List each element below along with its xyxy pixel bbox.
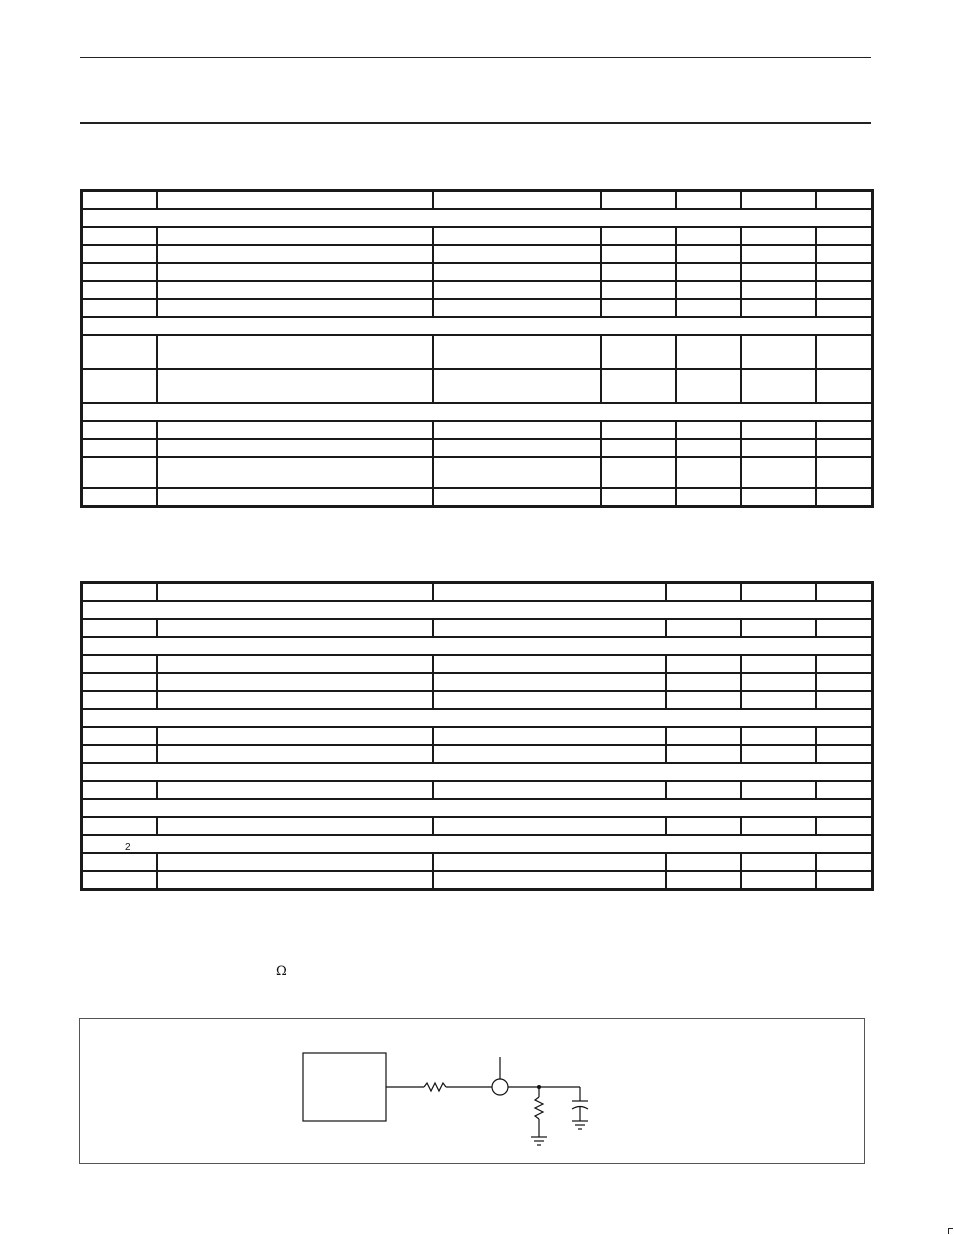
table-cell [433,369,601,403]
table-cell [157,619,433,637]
table-cell [676,335,741,369]
table-cell [157,281,433,299]
table-cell [82,439,157,457]
table-cell [601,421,676,439]
table-cell [157,369,433,403]
table-cell [82,619,157,637]
section-cell [82,799,873,817]
table-cell [666,655,741,673]
table-row [82,299,873,317]
table-row [82,817,873,835]
table-cell [816,853,873,871]
table-cell [676,457,741,488]
test-circuit-figure [79,1018,865,1164]
table-cell [816,439,873,457]
table-cell [666,727,741,745]
table-cell [433,335,601,369]
section-cell [82,601,873,619]
table-cell [433,583,666,602]
table-row [82,439,873,457]
table-cell [433,245,601,263]
table-cell [741,817,816,835]
table-cell [82,871,157,890]
table-cell [433,745,666,763]
table-row [82,727,873,745]
table-cell [82,727,157,745]
table-cell [82,817,157,835]
table-cell [82,281,157,299]
table-cell [816,727,873,745]
table-row [82,853,873,871]
table-cell [433,727,666,745]
table-row [82,619,873,637]
table-cell [157,691,433,709]
characteristics-table-1 [80,189,874,508]
table-cell [666,871,741,890]
table-cell [816,655,873,673]
table-cell [82,655,157,673]
test-circuit-diagram [80,1019,866,1165]
table-cell [816,281,873,299]
series-resistor-symbol [424,1083,446,1091]
table-cell [666,673,741,691]
table-cell [816,871,873,890]
section-row [82,637,873,655]
table-cell [82,369,157,403]
table-cell [157,871,433,890]
table-cell [82,245,157,263]
table-cell [741,245,816,263]
table-cell [816,191,873,210]
table-cell [601,457,676,488]
table-row [82,673,873,691]
table-cell [601,227,676,245]
header-rule-bottom [80,122,871,124]
table-cell [601,335,676,369]
table-cell [157,853,433,871]
table-cell [816,781,873,799]
table-cell [741,421,816,439]
table-cell [601,263,676,281]
table-cell [82,673,157,691]
section-cell [82,709,873,727]
table-cell [433,488,601,507]
table-cell [82,263,157,281]
table-cell [741,335,816,369]
table-cell [433,817,666,835]
table-cell [741,488,816,507]
table-cell [82,488,157,507]
section-cell [82,209,873,227]
crop-mark [948,1228,953,1234]
footnote-marker: 2 [125,842,131,853]
table-cell [157,727,433,745]
table-cell [816,369,873,403]
load-resistor-symbol [535,1097,543,1119]
table-cell [82,457,157,488]
table-cell [666,619,741,637]
table-cell [816,227,873,245]
table-cell [433,457,601,488]
table-cell [601,281,676,299]
table-cell [433,619,666,637]
table-cell [816,745,873,763]
table-cell [433,299,601,317]
table-row [82,691,873,709]
table-cell [157,673,433,691]
table-cell [676,245,741,263]
table-cell [816,583,873,602]
table-cell [82,745,157,763]
table-cell [816,263,873,281]
table-cell [741,299,816,317]
table-cell [666,853,741,871]
table-cell [433,871,666,890]
table-cell [82,853,157,871]
table-cell [741,781,816,799]
table-cell [157,457,433,488]
table-cell [676,488,741,507]
table-cell [816,421,873,439]
table-cell [676,439,741,457]
table-cell [741,457,816,488]
table-cell [433,853,666,871]
table-row [82,335,873,369]
table-cell [157,245,433,263]
section-cell [82,403,873,421]
table-cell [676,191,741,210]
table-row [82,583,873,602]
section-cell [82,835,873,853]
table-cell [82,299,157,317]
table-row [82,488,873,507]
table-cell [741,853,816,871]
table-cell [666,745,741,763]
table-cell [433,281,601,299]
table-cell [433,227,601,245]
table-cell [666,583,741,602]
table-cell [433,655,666,673]
table-cell [741,439,816,457]
table-cell [676,299,741,317]
table-cell [157,781,433,799]
section-row [82,209,873,227]
section-row [82,403,873,421]
table-cell [157,299,433,317]
table-cell [433,781,666,799]
table-cell [601,245,676,263]
table-row [82,227,873,245]
table-cell [82,191,157,210]
table-cell [666,817,741,835]
table-cell [741,191,816,210]
table-row [82,369,873,403]
table-cell [82,583,157,602]
header-rule-top [80,57,871,58]
table-cell [816,673,873,691]
table-cell [157,817,433,835]
section-row [82,799,873,817]
section-row [82,835,873,853]
table-cell [601,299,676,317]
table-cell [741,227,816,245]
table-cell [666,781,741,799]
table-row [82,655,873,673]
table-cell [601,488,676,507]
table-cell [676,227,741,245]
table-cell [676,263,741,281]
table-cell [741,745,816,763]
table-cell [157,439,433,457]
table-cell [816,299,873,317]
table-cell [157,335,433,369]
table-cell [601,439,676,457]
section-row [82,317,873,335]
table-cell [741,583,816,602]
table-cell [433,191,601,210]
table-cell [82,691,157,709]
table-cell [741,263,816,281]
section-row [82,763,873,781]
table-cell [433,421,601,439]
table-row [82,263,873,281]
table-row [82,191,873,210]
table-cell [157,488,433,507]
table-cell [741,655,816,673]
section-row [82,601,873,619]
table-cell [157,227,433,245]
table-cell [676,369,741,403]
table-row [82,871,873,890]
table-cell [741,619,816,637]
table-cell [816,817,873,835]
table-row [82,745,873,763]
table-cell [157,191,433,210]
ohm-symbol: Ω [276,964,287,979]
table-cell [433,673,666,691]
junction-dot [537,1085,541,1089]
table-cell [816,457,873,488]
table-cell [816,691,873,709]
table-cell [741,281,816,299]
table-row [82,781,873,799]
table-cell [816,619,873,637]
table-cell [157,745,433,763]
probe-node-symbol [492,1079,508,1095]
table-cell [676,281,741,299]
table-cell [82,781,157,799]
table-cell [816,335,873,369]
table-cell [433,263,601,281]
table-cell [666,691,741,709]
table-cell [741,691,816,709]
table-row [82,421,873,439]
table-cell [82,335,157,369]
table-cell [82,421,157,439]
table-cell [741,871,816,890]
table-cell [433,691,666,709]
table-row [82,457,873,488]
table-cell [676,421,741,439]
table-cell [157,655,433,673]
table-cell [741,369,816,403]
table-row [82,281,873,299]
table-cell [601,369,676,403]
device-block [303,1053,386,1121]
characteristics-table-2 [80,581,874,891]
table-cell [157,421,433,439]
table-cell [741,727,816,745]
table-cell [433,439,601,457]
section-cell [82,317,873,335]
section-cell [82,637,873,655]
table-cell [816,488,873,507]
table-cell [157,263,433,281]
table-cell [82,227,157,245]
section-cell [82,763,873,781]
table-cell [157,583,433,602]
table-cell [816,245,873,263]
table-cell [601,191,676,210]
table-row [82,245,873,263]
section-row [82,709,873,727]
table-cell [741,673,816,691]
